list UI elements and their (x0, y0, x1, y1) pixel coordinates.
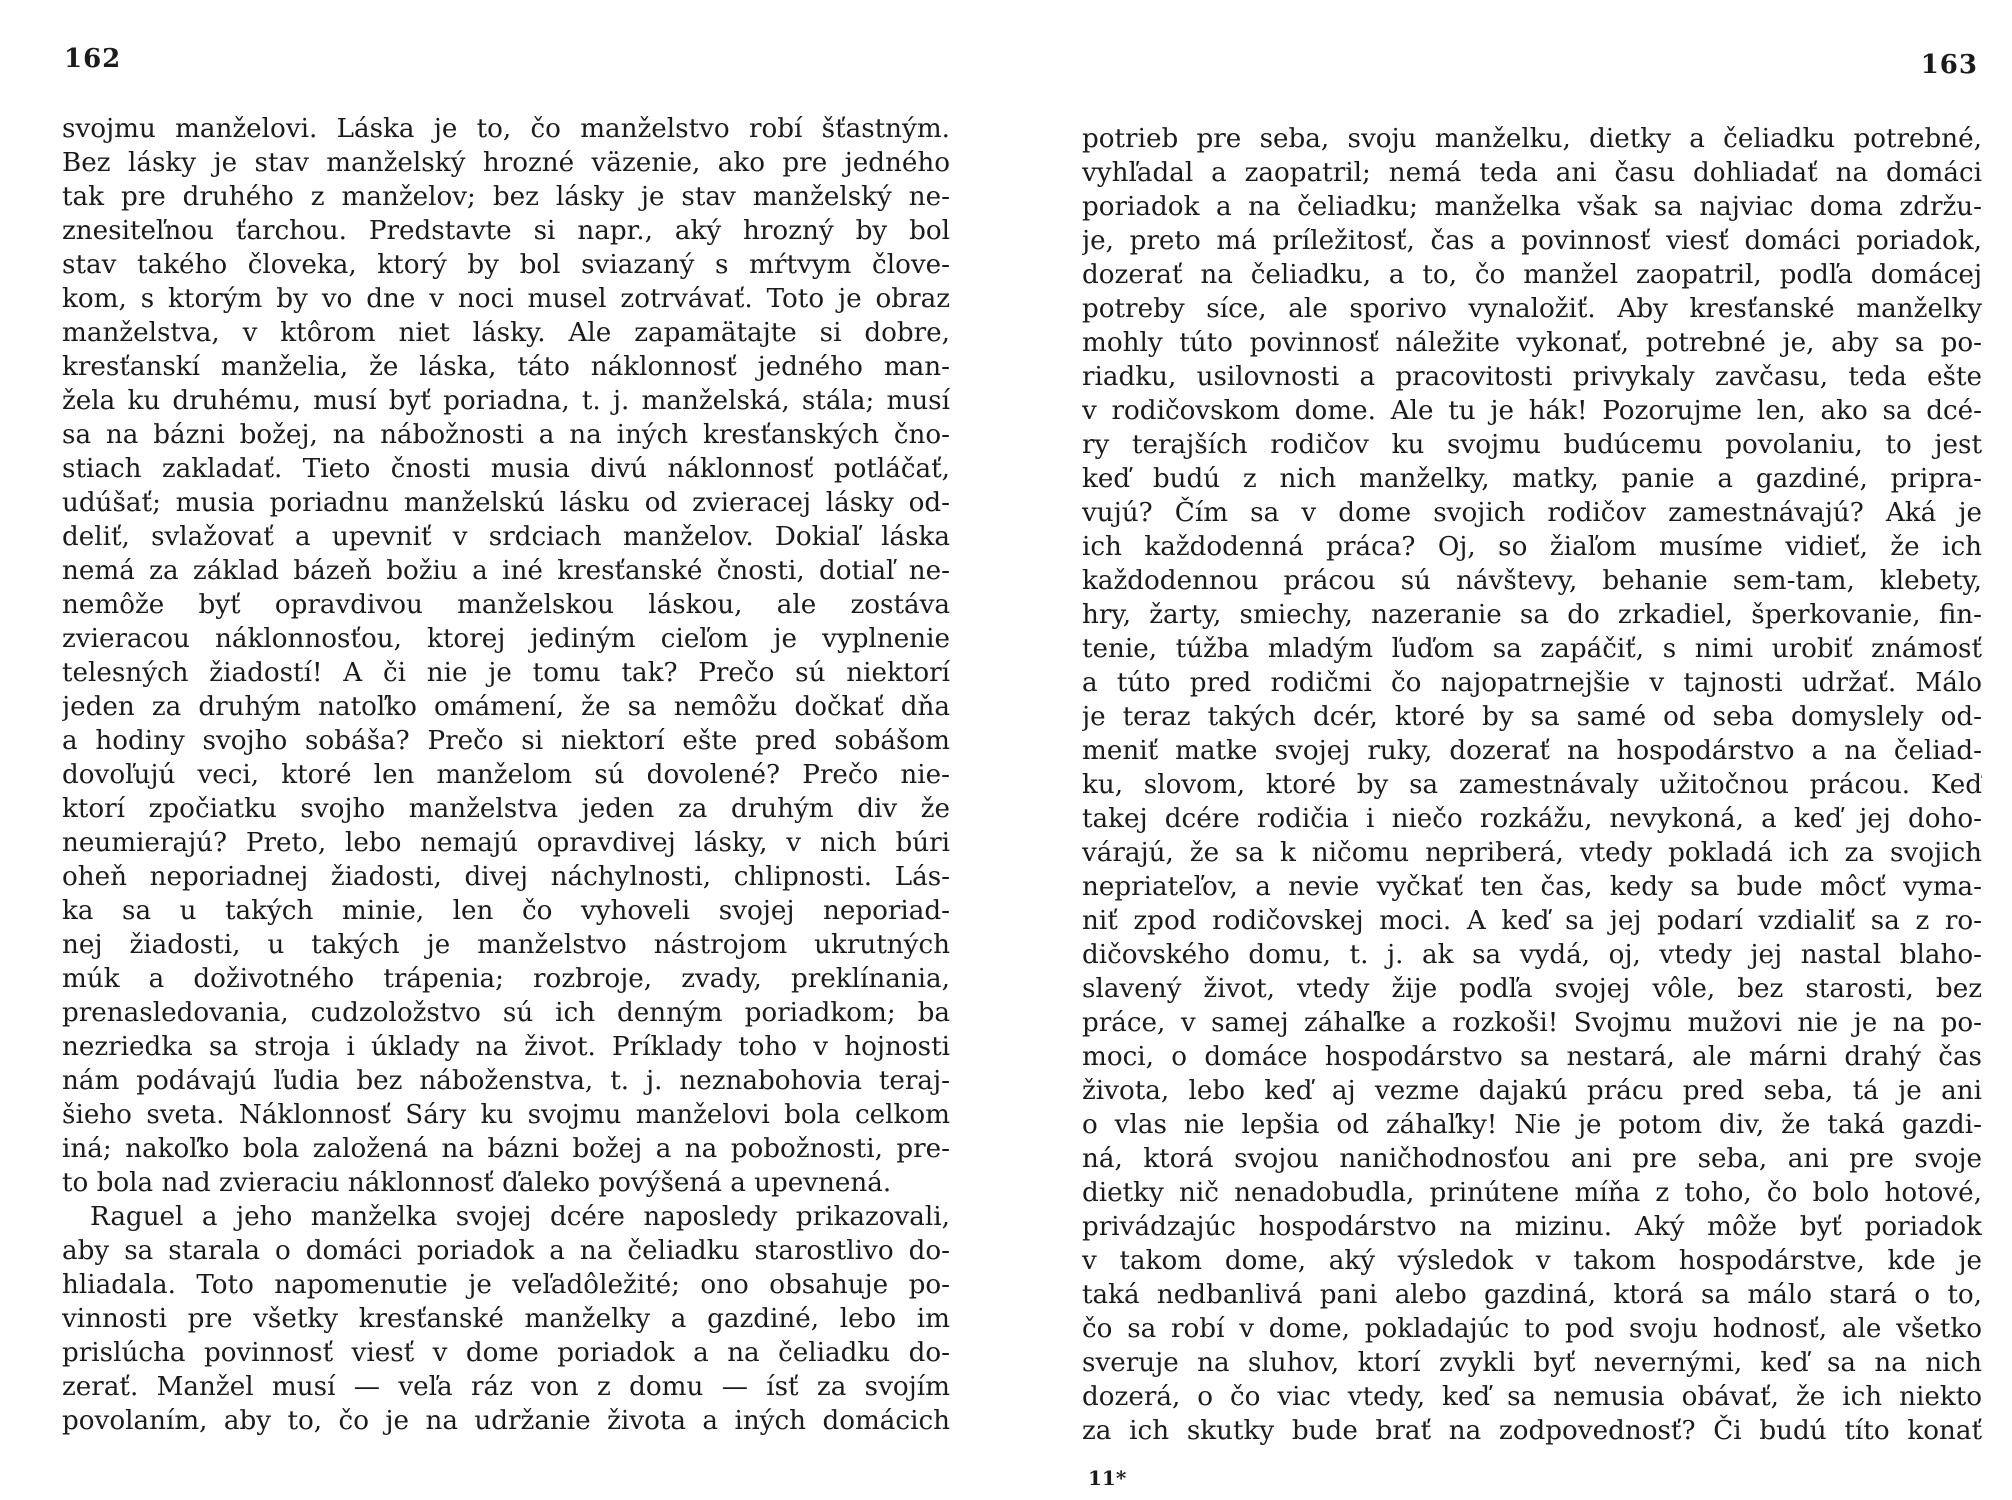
text-line: zvieracou náklonnosťou, ktorej jediným cieľom je vyplnenie (62, 624, 950, 654)
left-page-text (62, 112, 950, 1438)
text-line: znesiteľnou ťarchou. Predstavte si napr., aký hrozný by bol (62, 216, 950, 246)
text-line: čo sa robí v dome, pokladajúc to pod svoju hodnosť, ale všetko (1082, 1314, 1982, 1344)
text-line: žela ku druhému, musí byť poriadna, t. j. manželská, stála; musí (62, 386, 950, 416)
text-line: mohly túto povinnosť náležite vykonať, potrebné je, aby sa po- (1082, 328, 1982, 358)
text-line: prenasledovania, cudzoložstvo sú ich denným poriadkom; ba (62, 998, 950, 1028)
text-line: aby sa starala o domáci poriadok a na čeliadku starostlivo do- (62, 1236, 950, 1266)
text-line: tenie, túžba mladým ľuďom sa zapáčiť, s nimi urobiť známosť (1082, 634, 1982, 664)
text-line: nám podávajú ľudia bez náboženstva, t. j. neznabohovia teraj- (62, 1066, 950, 1096)
text-line: tak pre druhého z manželov; bez lásky je stav manželský ne- (62, 182, 950, 212)
signature-mark: 11* (1088, 1466, 1127, 1490)
text-line: nej žiadosti, u takých je manželstvo nástrojom ukrutných (62, 930, 950, 960)
text-line: ry terajších rodičov ku svojmu budúcemu povolaniu, to jest (1082, 430, 1982, 460)
text-line: nemôže byť opravdivou manželskou láskou, ale zostáva (62, 590, 950, 620)
text-line: potrieb pre seba, svoju manželku, dietky a čeliadku potrebné, (1082, 124, 1982, 154)
text-line: kom, s ktorým by vo dne v noci musel zotrvávať. Toto je obraz (62, 284, 950, 314)
text-line: hry, žarty, smiechy, nazeranie sa do zrkadiel, šperkovanie, fin- (1082, 600, 1982, 630)
right-page-text (1082, 122, 1982, 1448)
text-line: o vlas nie lepšia od záhaľky! Nie je potom div, že taká gazdi- (1082, 1110, 1982, 1140)
text-line: dozerať na čeliadku, a to, čo manžel zaopatril, podľa domácej (1082, 260, 1982, 290)
text-line: nepriateľov, a nevie vyčkať ten čas, kedy sa bude môcť vyma- (1082, 872, 1982, 902)
text-line: prislúcha povinnosť viesť v dome poriadok a na čeliadku do- (62, 1338, 950, 1368)
text-line: to bola nad zvieraciu náklonnosť ďaleko povýšená a upevnená. (62, 1168, 892, 1198)
text-line: ktorí zpočiatku svojho manželstva jeden za druhým div že (62, 794, 950, 824)
text-line: je teraz takých dcér, ktoré by sa samé od seba domyslely od- (1082, 702, 1982, 732)
text-line: keď budú z nich manželky, matky, panie a gazdiné, pripra- (1082, 464, 1982, 494)
text-line: deliť, svlažovať a upevniť v srdciach manželov. Dokiaľ láska (62, 522, 950, 552)
text-line: kresťanskí manželia, že láska, táto náklonnosť jedného man- (62, 352, 950, 382)
text-line: vyhľadal a zaopatril; nemá teda ani času dohliadať na domáci (1082, 158, 1982, 188)
text-line: múk a doživotného trápenia; rozbroje, zvady, preklínania, (62, 964, 950, 994)
text-line: jeden za druhým natoľko omámení, že sa nemôžu dočkať dňa (62, 692, 950, 722)
text-line: každodennou prácou sú návštevy, behanie sem-tam, klebety, (1082, 566, 1982, 596)
text-line: várajú, že sa k ničomu nepriberá, vtedy pokladá ich za svojich (1082, 838, 1982, 868)
text-line: sa na bázni božej, na nábožnosti a na iných kresťanských čno- (62, 420, 950, 450)
text-line: udúšať; musia poriadnu manželskú lásku od zvieracej lásky od- (62, 488, 950, 518)
right-page (1006, 0, 2012, 1500)
text-line: hliadala. Toto napomenutie je veľadôležité; ono obsahuje po- (62, 1270, 950, 1300)
page-number-left: 162 (64, 44, 122, 74)
text-line: Raguel a jeho manželka svojej dcére naposledy prikazovali, (90, 1202, 950, 1232)
text-line: ná, ktorá svojou naničhodnosťou ani pre seba, ani pre svoje (1082, 1144, 1982, 1174)
text-line: sveruje na sluhov, ktorí zvykli byť nevernými, keď sa na nich (1082, 1348, 1982, 1378)
text-line: Bez lásky je stav manželský hrozné väzenie, ako pre jedného (62, 148, 950, 178)
text-line: a túto pred rodičmi čo najopatrnejšie v tajnosti udržať. Málo (1082, 668, 1982, 698)
text-line: je, preto má príležitosť, čas a povinnosť viesť domáci poriadok, (1082, 226, 1982, 256)
text-line: vujú? Čím sa v dome svojich rodičov zamestnávajú? Aká je (1082, 498, 1982, 528)
text-line: iná; nakoľko bola založená na bázni božej a na pobožnosti, pre- (62, 1134, 950, 1164)
text-line: zerať. Manžel musí — veľa ráz von z domu — ísť za svojím (62, 1372, 950, 1402)
text-line: dietky nič nenadobudla, prinútene míňa z toho, čo bolo hotové, (1082, 1178, 1982, 1208)
text-line: a hodiny svojho sobáša? Prečo si niektorí ešte pred sobášom (62, 726, 950, 756)
text-line: manželstva, v ktôrom niet lásky. Ale zapamätajte si dobre, (62, 318, 950, 348)
text-line: ka sa u takých minie, len čo vyhoveli svojej neporiad- (62, 896, 950, 926)
text-line: takej dcére rodičia i niečo rozkážu, nevykoná, a keď jej doho- (1082, 804, 1982, 834)
text-line: povolaním, aby to, čo je na udržanie života a iných domácich (62, 1406, 950, 1436)
text-line: v takom dome, aký výsledok v takom hospodárstve, kde je (1082, 1246, 1982, 1276)
text-line: života, lebo keď aj vezme dajakú prácu pred seba, tá je ani (1082, 1076, 1982, 1106)
text-line: moci, o domáce hospodárstvo sa nestará, ale márni drahý čas (1082, 1042, 1982, 1072)
text-line: za ich skutky bude brať na zodpovednosť? Či budú títo konať (1082, 1416, 1982, 1446)
text-line: slavený život, vtedy žije podľa svojej vôle, bez starosti, bez (1082, 974, 1982, 1004)
text-line: oheň neporiadnej žiadosti, divej náchylnosti, chlipnosti. Lás- (62, 862, 950, 892)
text-line: poriadok a na čeliadku; manželka však sa najviac doma zdržu- (1082, 192, 1982, 222)
text-line: niť zpod rodičovskej moci. A keď sa jej podarí vzdialiť sa z ro- (1082, 906, 1982, 936)
text-line: vinnosti pre všetky kresťanské manželky a gazdiné, lebo im (62, 1304, 950, 1334)
page-number-right: 163 (1920, 50, 1978, 80)
text-line: stav takého človeka, ktorý by bol sviazaný s mŕtvym člove- (62, 250, 950, 280)
text-line: šieho sveta. Náklonnosť Sáry ku svojmu manželovi bola celkom (62, 1100, 950, 1130)
text-line: privádzajúc hospodárstvo na mizinu. Aký môže byť poriadok (1082, 1212, 1982, 1242)
text-line: potreby síce, ale sporivo vynaložiť. Aby kresťanské manželky (1082, 294, 1982, 324)
text-line: stiach zakladať. Tieto čnosti musia divú náklonnosť potláčať, (62, 454, 950, 484)
text-line: svojmu manželovi. Láska je to, čo manželstvo robí šťastným. (62, 114, 950, 144)
text-line: dovoľujú veci, ktoré len manželom sú dovolené? Prečo nie- (62, 760, 950, 790)
text-line: telesných žiadostí! A či nie je tomu tak? Prečo sú niektorí (62, 658, 950, 688)
text-line: dičovského domu, t. j. ak sa vydá, oj, vtedy jej nastal blaho- (1082, 940, 1982, 970)
text-line: nezriedka sa stroja i úklady na život. Príklady toho v hojnosti (62, 1032, 950, 1062)
text-line: práce, v samej záhaľke a rozkoši! Svojmu mužovi nie je na po- (1082, 1008, 1982, 1038)
text-line: neumierajú? Preto, lebo nemajú opravdivej lásky, v nich búri (62, 828, 950, 858)
text-line: meniť matke svojej ruky, dozerať na hospodárstvo a na čeliad- (1082, 736, 1982, 766)
text-line: v rodičovskom dome. Ale tu je hák! Pozorujme len, ako sa dcé- (1082, 396, 1982, 426)
text-line: ich každodenná práca? Oj, so žiaľom musíme vidieť, že ich (1082, 532, 1982, 562)
text-line: nemá za základ bázeň božiu a iné kresťanské čnosti, dotiaľ ne- (62, 556, 950, 586)
text-line: ku, slovom, ktoré by sa zamestnávaly užitočnou prácou. Keď (1082, 770, 1982, 800)
text-line: taká nedbanlivá pani alebo gazdiná, ktorá sa málo stará o to, (1082, 1280, 1982, 1310)
text-line: dozerá, o čo viac vtedy, keď sa nemusia obávať, že ich niekto (1082, 1382, 1982, 1412)
text-line: riadku, usilovnosti a pracovitosti privykaly zavčasu, teda ešte (1082, 362, 1982, 392)
